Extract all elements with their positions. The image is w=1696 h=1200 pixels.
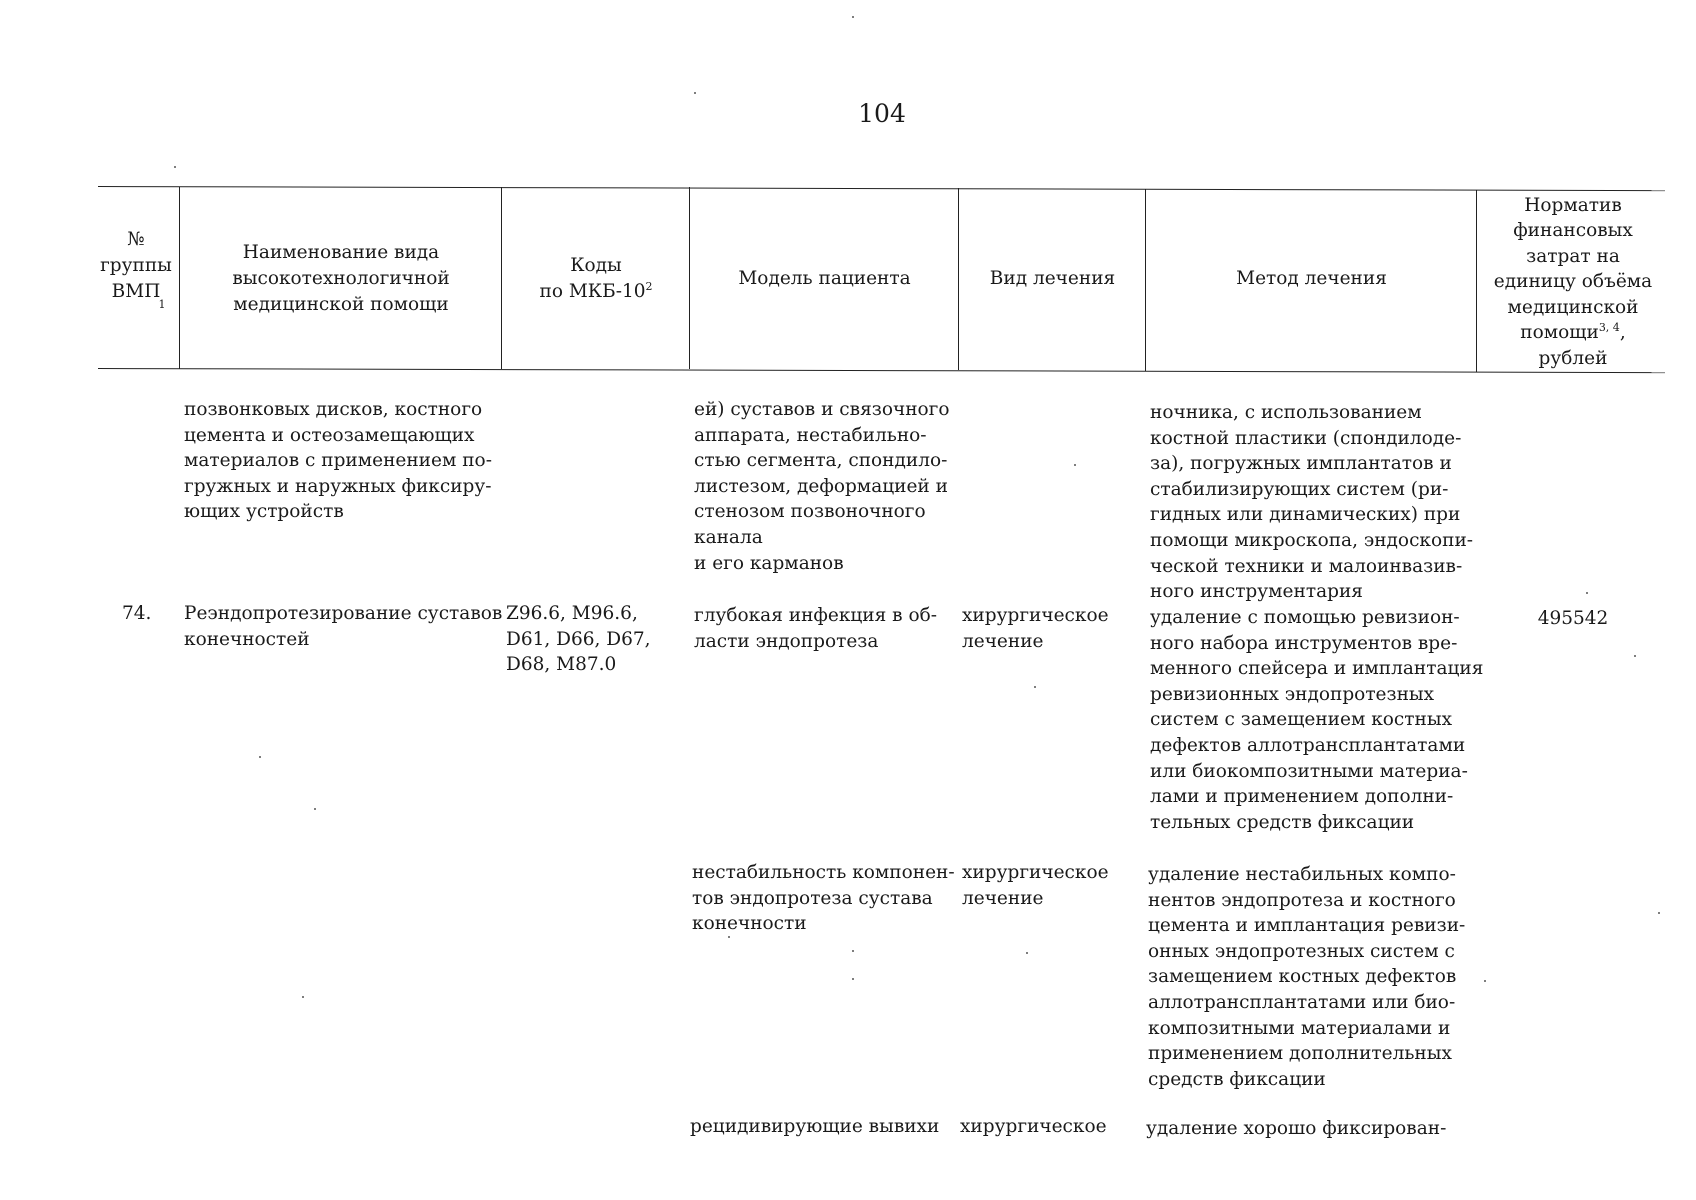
cell-method: удаление с помощью ревизион- ного набора инструментов вре- менного спейсера и имплантация ревизионных эндопротезных систем с замещением костных дефектов аллотрансплантатами или биокомпозитными материа- лами и применением дополни- тельных средств фиксации [1150,607,1484,833]
scan-speck [1586,592,1588,594]
scan-speck [302,996,304,998]
cell-cost: 495542 [1537,608,1609,629]
scan-speck [1034,686,1036,688]
cell-patient-model: глубокая инфекция в об- ласти эндопротеза [694,605,938,652]
scan-speck [852,950,854,952]
cell-name: позвонковых дисков, костного цемента и остеозамещающих материалов с применением по- гружных и наружных фиксиру- ющих устройств [184,399,492,523]
scan-speck [852,16,854,18]
header-patient-model: Модель пациента [738,268,911,289]
column-divider [1476,190,1477,372]
scan-speck [852,978,854,980]
cell-method: удаление хорошо фиксирован- [1146,1118,1447,1139]
column-divider [501,187,502,369]
header-group-no: № группы ВМП $^1$ [100,229,172,311]
header-codes: Коды по МКБ-$10^2$ [539,255,653,302]
cell-method: ночника, с использованием костной пластики (спондилоде- за), погружных имплантатов и стабилизирующих систем (ри- гидных или динамических) при помощи микроскопа, эндоскопи- ческой техники и малоинвазив- ного инструментария [1150,402,1474,603]
page-number: 104 [858,99,906,128]
cell-patient-model: нестабильность компонен- тов эндопротеза сустава конечности [692,862,955,935]
scan-speck [1484,980,1486,982]
scan-speck [1634,655,1636,657]
column-divider [689,187,690,369]
footnote-ref: 2 [645,279,653,293]
column-divider [1145,189,1146,371]
cell-group-no: 74. [122,603,152,624]
scan-speck [728,936,730,938]
header-method: Метод лечения [1236,268,1387,289]
scan-speck [314,808,316,810]
cell-name: Реэндопротезирование суставов конечностей [184,603,503,650]
scan-speck [1074,464,1076,466]
cell-treatment-type: хирургическое [960,1116,1107,1137]
footnote-ref: 1 [158,297,166,311]
scan-speck [1026,952,1028,954]
cell-method: удаление нестабильных компо- нентов эндопротеза и костного цемента и имплантация ревизи- онных эндопротезных систем с замещением костных дефектов аллотрансплантатами или био- композитными материалами и применением дополнительных средств фиксации [1148,864,1466,1090]
table-header-bottom-rule [98,368,1665,373]
cell-patient-model: ей) суставов и связочного аппарата, нестабильно- стью сегмента, спондило- листезом, деформацией и стенозом позвоночного канала и его карманов [694,399,950,574]
cell-codes: Z96.6, M96.6, D61, D66, D67, D68, M87.0 [506,603,651,676]
cell-patient-model: рецидивирующие вывихи [690,1116,940,1137]
cell-treatment-type: хирургическое лечение [962,862,1109,909]
cell-treatment-type: хирургическое лечение [962,605,1109,652]
scan-speck [1658,912,1660,914]
column-divider [958,188,959,370]
header-name: Наименование вида высокотехнологичной медицинской помощи [232,242,450,315]
scan-speck [174,166,176,168]
header-cost: Норматив финансовых затрат на единицу объёма медицинской помощи$^{3, 4}$, рублей [1493,194,1653,369]
footnote-ref: 3, 4 [1598,321,1620,335]
scan-speck [694,92,696,94]
header-treatment-type: Вид лечения [989,268,1116,289]
scan-speck [259,756,261,758]
